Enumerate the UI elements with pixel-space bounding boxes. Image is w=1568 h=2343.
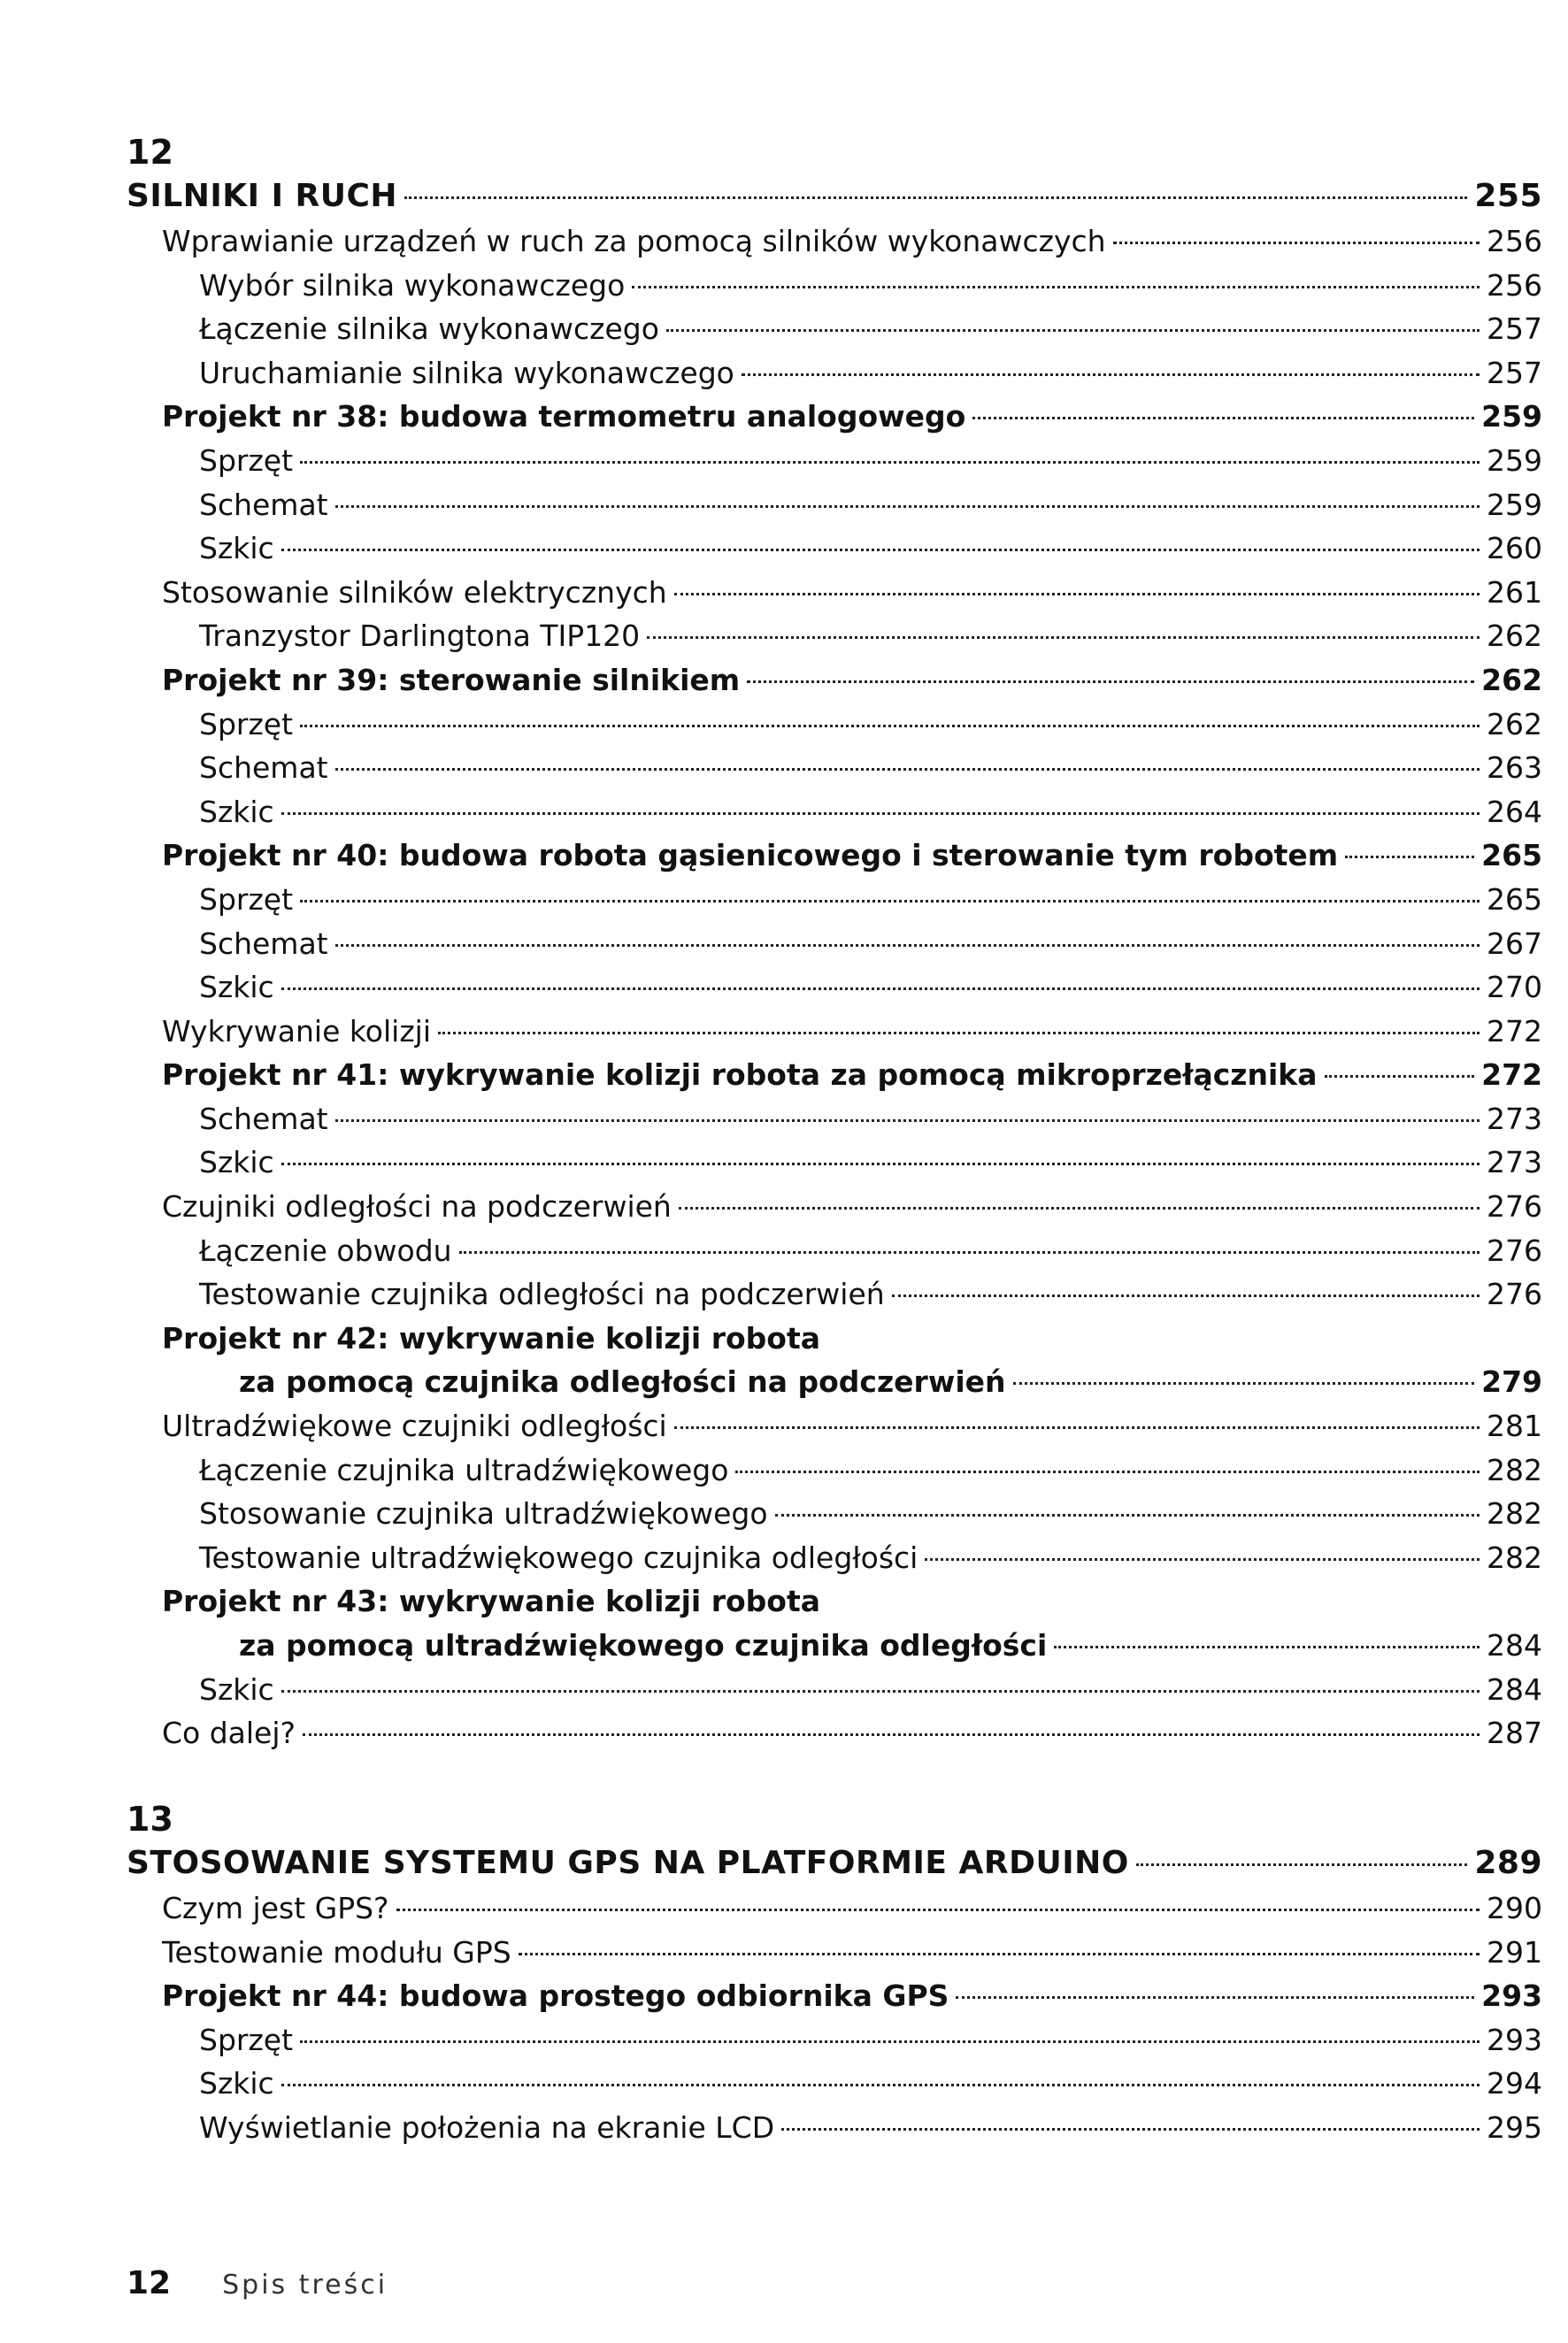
toc-entry-page: 295 — [1487, 2109, 1542, 2145]
dot-leader — [281, 1690, 1480, 1693]
toc-entry-text: Schemat — [199, 487, 328, 522]
toc-entry-page: 260 — [1487, 531, 1542, 566]
dot-leader — [300, 461, 1480, 464]
toc-entry-text: Projekt nr 39: sterowanie silnikiem — [162, 662, 741, 697]
toc-entry — [127, 833, 1542, 878]
toc-entry-page: 262 — [1487, 706, 1542, 741]
dot-leader — [1054, 1646, 1480, 1648]
toc-entry-text: Schemat — [199, 1101, 328, 1136]
toc-entry — [127, 614, 1542, 658]
dot-leader — [1325, 1075, 1475, 1078]
toc-entry-page: 282 — [1487, 1540, 1542, 1575]
toc-entry-page: 259 — [1481, 399, 1542, 434]
toc-entry-text: Wykrywanie kolizji — [162, 1013, 431, 1049]
dot-leader — [674, 1426, 1480, 1429]
dot-leader — [674, 593, 1480, 595]
dot-leader — [892, 1294, 1480, 1297]
toc-entry-page: 270 — [1487, 970, 1542, 1005]
toc-entry-page: 272 — [1487, 1013, 1542, 1049]
toc-entry-text: Projekt nr 44: budowa prostego odbiornika GPS — [162, 1978, 949, 2014]
chapter-number: 12 — [127, 133, 173, 172]
dot-leader — [747, 680, 1474, 683]
toc-entry-page: 259 — [1487, 442, 1542, 478]
chapter-13 — [127, 1798, 1542, 2150]
toc-entry-text: Tranzystor Darlingtona TIP120 — [199, 618, 641, 654]
toc-entry-line2 — [162, 1360, 1542, 1404]
toc-entry-text: Szkic — [199, 1671, 274, 1707]
toc-entry — [127, 658, 1542, 703]
toc-entry-text: Sprzęt — [199, 706, 294, 741]
chapter-12 — [127, 131, 1542, 1755]
toc-entry-text: Projekt nr 40: budowa robota gąsienicowego i sterowanie tym robotem — [162, 838, 1339, 873]
dot-leader — [281, 2084, 1480, 2086]
toc-entry — [127, 703, 1542, 747]
toc-entry-page: 276 — [1487, 1277, 1542, 1312]
toc-entry — [127, 1492, 1542, 1536]
toc-entry — [127, 1448, 1542, 1493]
dot-leader — [396, 1909, 1480, 1911]
dot-leader — [972, 417, 1474, 419]
toc-entry-text: Szkic — [199, 794, 274, 829]
chapter-page: 289 — [1474, 1845, 1542, 1881]
toc-entry-page: 265 — [1487, 881, 1542, 917]
toc-entry — [127, 1974, 1542, 2018]
toc-entry-text: Testowanie ultradźwiękowego czujnika odległości — [199, 1540, 919, 1575]
toc-entry-page: 293 — [1481, 1978, 1542, 2014]
dot-leader — [666, 329, 1480, 332]
toc-entry-text: Stosowanie czujnika ultradźwiękowego — [199, 1496, 768, 1532]
toc-entry-page: 291 — [1487, 1934, 1542, 1970]
toc-entry-text: Testowanie czujnika odległości na podczerwień — [199, 1277, 885, 1312]
toc-entry-line1: Projekt nr 43: wykrywanie kolizji robota — [162, 1584, 821, 1619]
toc-entry — [127, 1229, 1542, 1273]
toc-entry — [127, 790, 1542, 834]
toc-entry — [127, 1185, 1542, 1229]
toc-entry-text: Projekt nr 41: wykrywanie kolizji robota za pomocą mikroprzełącznika — [162, 1057, 1318, 1093]
toc-entry-multiline — [127, 1579, 1542, 1667]
toc-entry — [127, 395, 1542, 439]
chapter-title-text: SILNIKI I RUCH — [127, 178, 398, 214]
dot-leader — [956, 1996, 1474, 1999]
toc-entry-text: Łączenie obwodu — [199, 1233, 452, 1268]
footer-label: Spis treści — [222, 2270, 388, 2301]
toc-entry-text: Stosowanie silników elektrycznych — [162, 574, 667, 610]
toc-entry-page: 259 — [1487, 487, 1542, 522]
dot-leader — [335, 944, 1480, 947]
chapter-title-text: STOSOWANIE SYSTEMU GPS NA PLATFORMIE ARDUINO — [127, 1845, 1129, 1881]
toc-entry-page: 256 — [1487, 224, 1542, 258]
dot-leader — [679, 1207, 1480, 1210]
toc-entry — [127, 1536, 1542, 1580]
toc-entry-text: Sprzęt — [199, 881, 294, 917]
dot-leader — [300, 725, 1480, 727]
toc-entry — [127, 1886, 1542, 1931]
toc-entry-text: Wyświetlanie położenia na ekranie LCD — [199, 2109, 775, 2145]
dot-leader — [404, 196, 1467, 199]
toc-entry-page: 263 — [1487, 750, 1542, 786]
toc-entry-text: Sprzęt — [199, 442, 294, 478]
toc-entry-text: Testowanie modułu GPS — [162, 1934, 511, 1970]
toc-entry — [127, 2062, 1542, 2106]
toc-entry-text: Schemat — [199, 750, 328, 786]
chapter-number: 13 — [127, 1800, 173, 1839]
toc-entry — [127, 1010, 1542, 1054]
toc-entry — [127, 264, 1542, 308]
toc-entry-page: 281 — [1487, 1409, 1542, 1444]
toc-entry — [127, 922, 1542, 966]
toc-entry-page: 261 — [1487, 574, 1542, 610]
dot-leader — [1113, 242, 1480, 244]
toc-entry-text: Wprawianie urządzeń w ruch za pomocą silników wykonawczych — [162, 224, 1106, 258]
dot-leader — [300, 2040, 1480, 2043]
toc-entry-text: za pomocą czujnika odległości na podczerwień — [239, 1364, 1006, 1400]
toc-entry — [127, 878, 1542, 922]
dot-leader — [775, 1514, 1480, 1517]
toc-entry-page: 262 — [1481, 662, 1542, 697]
dot-leader — [335, 505, 1480, 508]
toc-entry-page: 279 — [1481, 1364, 1542, 1400]
toc-entry-page: 257 — [1487, 311, 1542, 347]
toc-entry-page: 273 — [1487, 1145, 1542, 1180]
toc-entry-page: 293 — [1487, 2022, 1542, 2057]
toc-entry-line2 — [162, 1624, 1542, 1668]
toc-entry-text: Co dalej? — [162, 1716, 296, 1751]
dot-leader — [303, 1733, 1480, 1736]
toc-entry-page: 287 — [1487, 1716, 1542, 1751]
toc-entry-text: Uruchamianie silnika wykonawczego — [199, 355, 734, 390]
toc-entry-page: 284 — [1487, 1628, 1542, 1663]
toc-entry — [127, 307, 1542, 351]
toc-entry — [127, 483, 1542, 527]
toc-entry-page: 290 — [1487, 1891, 1542, 1925]
dot-leader — [335, 1119, 1480, 1122]
chapter-page: 255 — [1474, 178, 1542, 214]
dot-leader — [281, 812, 1480, 815]
dot-leader — [742, 373, 1480, 376]
toc-entry — [127, 1272, 1542, 1317]
toc-entry-page: 262 — [1487, 618, 1542, 654]
dot-leader — [647, 636, 1480, 639]
dot-leader — [1013, 1382, 1475, 1385]
toc-entry-page: 265 — [1481, 838, 1542, 873]
page-footer — [127, 2265, 388, 2301]
toc-entry — [127, 571, 1542, 615]
toc-entry-page: 264 — [1487, 794, 1542, 829]
toc-entry — [127, 2106, 1542, 2150]
toc-entry-text: Szkic — [199, 531, 274, 566]
dot-leader — [438, 1032, 1480, 1034]
toc-entry — [127, 746, 1542, 790]
dot-leader — [925, 1558, 1480, 1561]
toc-entry-page: 276 — [1487, 1189, 1542, 1225]
dot-leader — [281, 1163, 1480, 1165]
toc-list — [127, 1886, 1542, 2150]
toc-entry-page: 282 — [1487, 1452, 1542, 1487]
dot-leader — [735, 1471, 1480, 1473]
dot-leader — [1345, 856, 1474, 858]
toc-entry-page: 273 — [1487, 1101, 1542, 1136]
toc-entry-text: Wybór silnika wykonawczego — [199, 267, 626, 303]
toc-entry — [127, 1668, 1542, 1712]
toc-entry-page: 284 — [1487, 1671, 1542, 1707]
toc-entry — [127, 1404, 1542, 1448]
toc-entry — [127, 1931, 1542, 1975]
toc-entry — [127, 2018, 1542, 2063]
toc-entry — [127, 219, 1542, 264]
toc-entry — [127, 439, 1542, 483]
dot-leader — [632, 286, 1480, 288]
toc-entry — [127, 1711, 1542, 1755]
toc-entry-page: 294 — [1487, 2066, 1542, 2101]
toc-entry — [127, 351, 1542, 396]
toc-entry-line1: Projekt nr 42: wykrywanie kolizji robota — [162, 1320, 821, 1356]
toc-entry-page: 282 — [1487, 1496, 1542, 1532]
toc-entry-multiline — [127, 1317, 1542, 1404]
dot-leader — [781, 2128, 1480, 2131]
toc-entry-text: za pomocą ultradźwiękowego czujnika odległości — [239, 1628, 1048, 1663]
dot-leader — [281, 549, 1480, 551]
toc-entry — [127, 965, 1542, 1010]
toc-entry-text: Projekt nr 38: budowa termometru analogowego — [162, 399, 966, 434]
toc-entry-text: Ultradźwiękowe czujniki odległości — [162, 1409, 667, 1444]
toc-entry-text: Łączenie czujnika ultradźwiękowego — [199, 1452, 729, 1487]
toc-list — [127, 219, 1542, 1755]
dot-leader — [459, 1251, 1480, 1254]
toc-entry — [127, 1097, 1542, 1141]
dot-leader — [519, 1953, 1480, 1955]
chapter-title — [127, 173, 1542, 219]
toc-entry-text: Schemat — [199, 926, 328, 961]
toc-entry-page: 276 — [1487, 1233, 1542, 1268]
toc-entry — [127, 1053, 1542, 1097]
toc-entry-page: 257 — [1487, 355, 1542, 390]
footer-page-number: 12 — [127, 2265, 172, 2301]
dot-leader — [281, 987, 1480, 990]
toc-entry-text: Czym jest GPS? — [162, 1891, 389, 1925]
toc-entry-page: 267 — [1487, 926, 1542, 961]
toc-entry — [127, 1141, 1542, 1185]
toc-entry-text: Sprzęt — [199, 2022, 294, 2057]
toc-entry-text: Szkic — [199, 2066, 274, 2101]
toc-entry — [127, 526, 1542, 571]
toc-entry-text: Szkic — [199, 1145, 274, 1180]
toc-entry-page: 256 — [1487, 267, 1542, 303]
toc-entry-text: Łączenie silnika wykonawczego — [199, 311, 659, 347]
toc-entry-page: 272 — [1481, 1057, 1542, 1093]
dot-leader — [1136, 1863, 1468, 1866]
toc-entry-text: Szkic — [199, 970, 274, 1005]
toc-entry-text: Czujniki odległości na podczerwień — [162, 1189, 672, 1225]
dot-leader — [335, 768, 1480, 771]
chapter-title — [127, 1840, 1542, 1886]
dot-leader — [300, 900, 1480, 903]
